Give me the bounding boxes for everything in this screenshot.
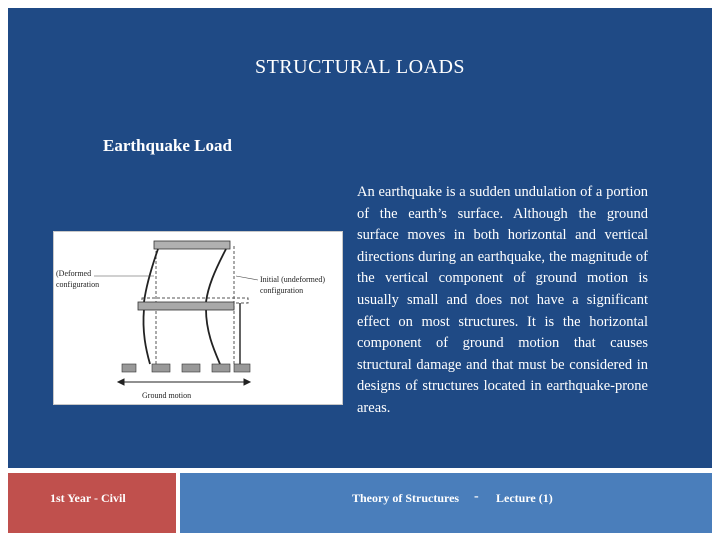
slide-subtitle: Earthquake Load: [103, 136, 232, 155]
slide-body-text: An earthquake is a sudden undulation of a portion of the earth’s surface. Although the ground surface moves in both horizontal and vertical directions during an earthquake, the magnitude of the vertical component of ground motion is usually small and does not have a significant effect on most structures. It is the horizontal component of ground motion that causes structural damage and that must be considered in designs of structures located in earthquake-prone areas.: [357, 184, 648, 416]
footer-separator: -: [474, 489, 479, 504]
label-initial-2: configuration: [260, 286, 304, 295]
ground-footings: [122, 364, 250, 372]
footer-right-block: [180, 473, 712, 533]
footer-left-block: [8, 473, 180, 533]
footer-year-label: 1st Year - Civil: [50, 491, 126, 505]
footer-lecture-label: Lecture (1): [496, 491, 553, 505]
ground-motion-arrow: [118, 379, 250, 385]
label-initial-1: Initial (undeformed): [260, 275, 326, 284]
middle-floor-slab: [138, 302, 234, 310]
label-ground-motion: Ground motion: [142, 391, 192, 400]
footer-course-label: Theory of Structures: [352, 491, 460, 505]
label-deformed-2: configuration: [56, 280, 100, 289]
frame-diagram: [54, 232, 342, 404]
top-floor-slab: [154, 241, 230, 249]
slide-title: STRUCTURAL LOADS: [254, 56, 466, 78]
label-deformed-1: (Deformed: [56, 269, 92, 278]
initial-leader: [236, 276, 258, 280]
earthquake-frame-figure: [53, 231, 343, 405]
